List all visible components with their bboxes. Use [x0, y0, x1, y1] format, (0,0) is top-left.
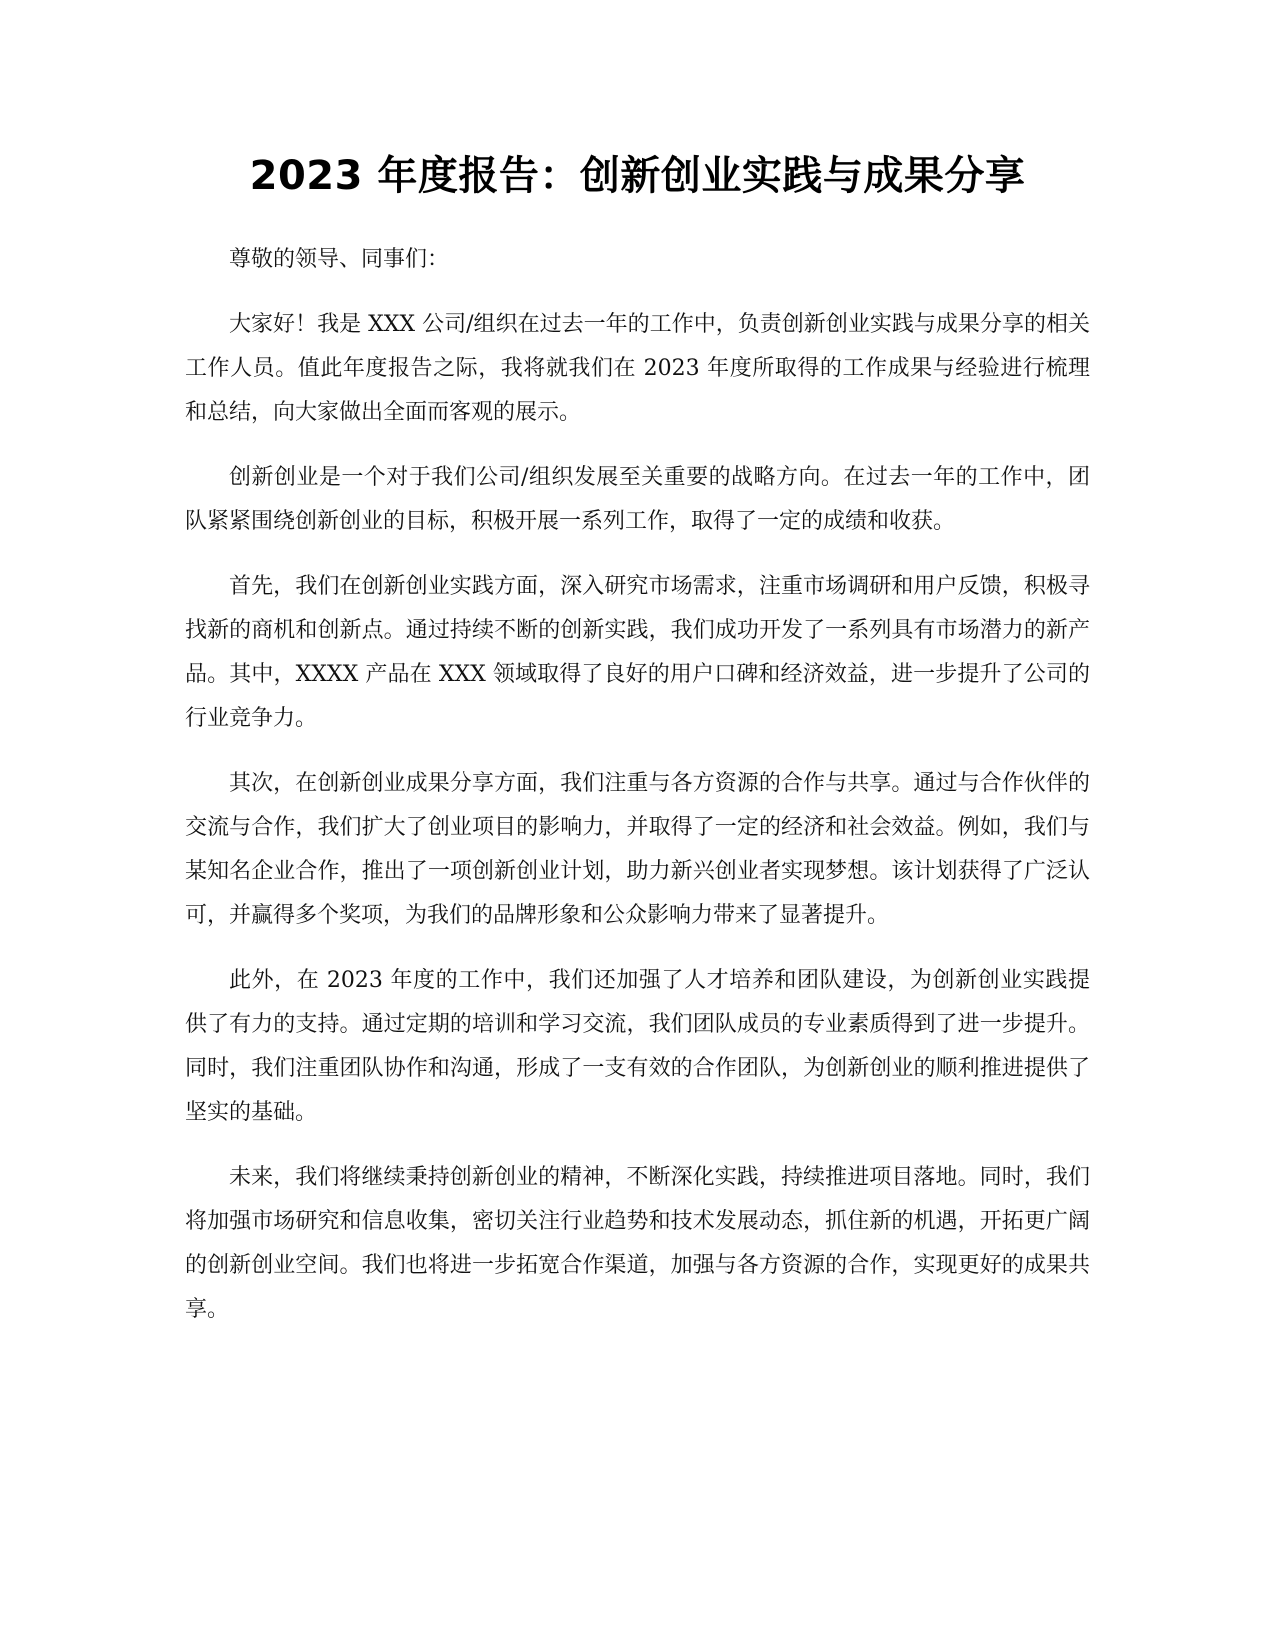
salutation: 尊敬的领导、同事们： [229, 247, 450, 272]
document-page [185, 148, 1090, 1353]
document-body [185, 238, 1090, 1332]
document-title: 2023 年度报告：创新创业实践与成果分享 [249, 153, 1026, 199]
paragraph-strategy: 创新创业是一个对于我们公司/组织发展至关重要的战略方向。在过去一年的工作中，团队紧紧围绕创新创业的目标，积极开展一系列工作，取得了一定的成绩和收获。 [185, 465, 1090, 534]
paragraph-introduction: 大家好！我是 XXX 公司/组织在过去一年的工作中，负责创新创业实践与成果分享的相关工作人员。值此年度报告之际，我将就我们在 2023 年度所取得的工作成果与经验进行梳理和总结，向大家做出全面而客观的展示。 [185, 312, 1090, 425]
paragraph-team-building: 此外，在 2023 年度的工作中，我们还加强了人才培养和团队建设，为创新创业实践提供了有力的支持。通过定期的培训和学习交流，我们团队成员的专业素质得到了进一步提升。同时，我们注重团队协作和沟通，形成了一支有效的合作团队，为创新创业的顺利推进提供了坚实的基础。 [185, 968, 1090, 1125]
paragraph-future: 未来，我们将继续秉持创新创业的精神，不断深化实践，持续推进项目落地。同时，我们将加强市场研究和信息收集，密切关注行业趋势和技术发展动态，抓住新的机遇，开拓更广阔的创新创业空间。我们也将进一步拓宽合作渠道，加强与各方资源的合作，实现更好的成果共享。 [185, 1165, 1090, 1322]
paragraph-sharing: 其次，在创新创业成果分享方面，我们注重与各方资源的合作与共享。通过与合作伙伴的交流与合作，我们扩大了创业项目的影响力，并取得了一定的经济和社会效益。例如，我们与某知名企业合作，推出了一项创新创业计划，助力新兴创业者实现梦想。该计划获得了广泛认可，并赢得多个奖项，为我们的品牌形象和公众影响力带来了显著提升。 [185, 771, 1090, 928]
paragraph-practice: 首先，我们在创新创业实践方面，深入研究市场需求，注重市场调研和用户反馈，积极寻找新的商机和创新点。通过持续不断的创新实践，我们成功开发了一系列具有市场潜力的新产品。其中，XXXX 产品在 XXX 领域取得了良好的用户口碑和经济效益，进一步提升了公司的行业竞争力。 [185, 574, 1090, 731]
